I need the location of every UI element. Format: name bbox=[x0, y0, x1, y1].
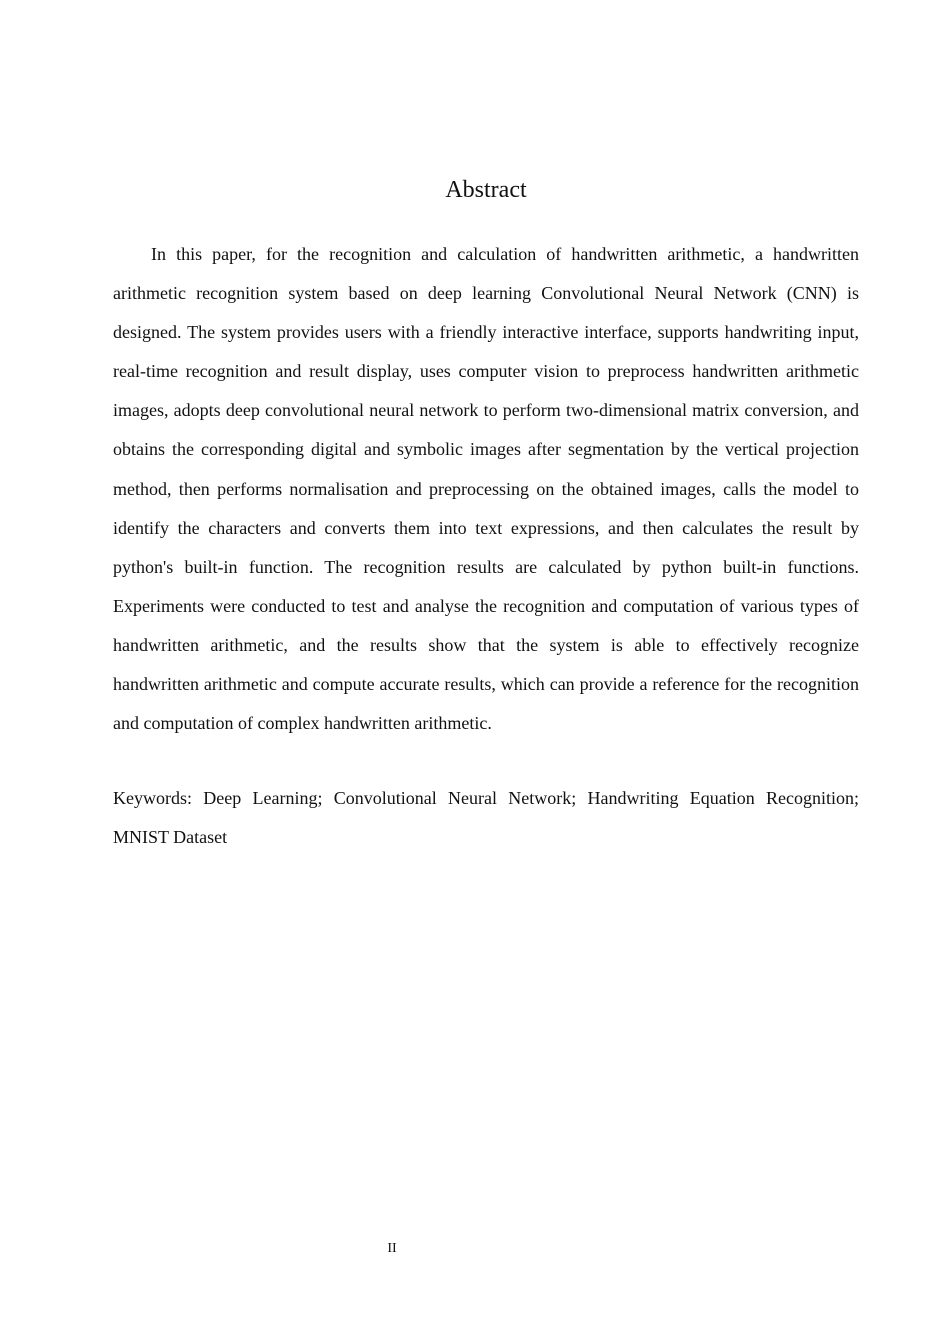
abstract-title: Abstract bbox=[445, 177, 527, 203]
keywords-line: Keywords: Deep Learning; Convolutional Neural Network; Handwriting Equation Recognition; MNIST Dataset bbox=[113, 788, 859, 847]
abstract-paragraph: In this paper, for the recognition and calculation of handwritten arithmetic, a handwritten arithmetic recognition system based on deep learning Convolutional Neural Network (CNN) is designed. The system provides users with a friendly interactive interface, supports handwriting input, real-time recognition and result display, uses computer vision to preprocess handwritten arithmetic images, adopts deep convolutional neural network to perform two-dimensional matrix conversion, and obtains the corresponding digital and symbolic images after segmentation by the vertical projection method, then performs normalisation and preprocessing on the obtained images, calls the model to identify the characters and converts them into text expressions, and then calculates the result by python's built-in function. The recognition results are calculated by python built-in functions. Experiments were conducted to test and analyse the recognition and computation of various types of handwritten arithmetic, and the results show that the system is able to effectively recognize handwritten arithmetic and compute accurate results, which can provide a reference for the recognition and computation of complex handwritten arithmetic. bbox=[113, 244, 859, 734]
page-number: II bbox=[387, 1241, 397, 1256]
